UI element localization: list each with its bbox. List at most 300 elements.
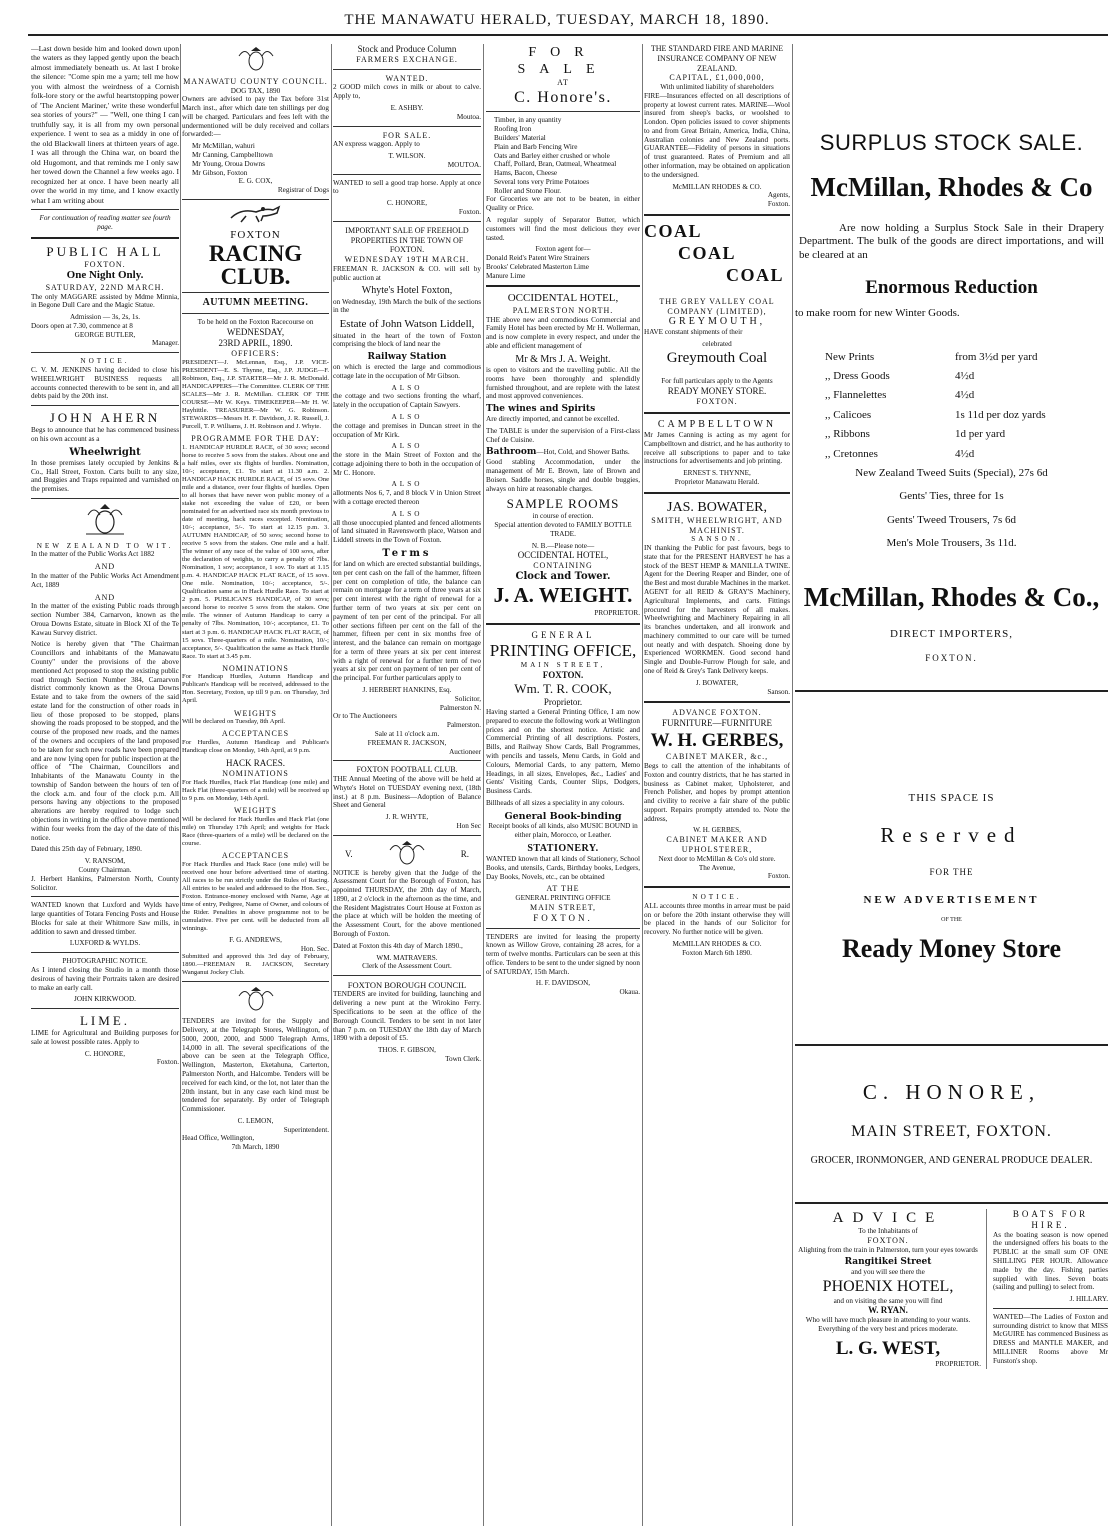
ryan-name: W. RYAN. bbox=[868, 1305, 908, 1316]
nb-hotel: OCCIDENTAL HOTEL, bbox=[517, 550, 609, 561]
divider bbox=[644, 701, 790, 703]
important-sale-body3: situated in the heart of the town of Foxton comprising the block of land near the bbox=[333, 331, 481, 349]
campbelltown-signed: ERNEST S. THYNNE, bbox=[683, 469, 751, 478]
willow-signed: H. F. DAVIDSON, bbox=[535, 979, 591, 988]
ladies-body: WANTED—The Ladies of Foxton and surrounding district to know that MISS McGUIRE has commenced Business as DRESS and MANTLE MAKER, and MILLINER Rooms above Mr Funston's shop. bbox=[993, 1312, 1108, 1365]
tender-date: 7th March, 1890 bbox=[231, 1143, 280, 1152]
ryan-body: Who will have much pleasure in attending to your wants. Everything of the very best and prices moderate. bbox=[805, 1316, 971, 1334]
reduction-title: Enormous Reduction bbox=[865, 276, 1038, 298]
racehorse-icon bbox=[182, 204, 329, 227]
special-note: Special attention devoted to FAMILY BOTTLE TRADE. bbox=[494, 521, 632, 538]
coal-town: GREYMOUTH, bbox=[668, 316, 766, 328]
stabling-body: Good stabling Accommodation, under the management of Mr E. Brown, late of Brown and Boisen. Saddle horses, single and double buggies, always on hire at reasonable charges. bbox=[486, 458, 640, 493]
officers-list: PRESIDENT—J. McLennan, Esq., J.P. VICE-PRESIDENT—E. S. Thynne, Esq., J.P. JUDGE—F. Robinson, Esq., J.P. STARTER—Mr J. R. McDonald. HANDICAPPERS—The Committee. CLERK OF THE SCALES—Mr J. R. McMillan. CLERK OF THE COURSE—Mr W. Keys. TIMEKEEPER—Mr H. W. Hayhittle. TREASURER—Mr W. G. Robinson. STEWARDS—Messrs H. F. Davidson, J. R. Russell, J. Purcell, T. P. Williams, J. H. Robinson and J. Whyte. bbox=[182, 358, 329, 430]
agent-title: Foxton agent for— bbox=[535, 245, 591, 254]
printing-body: Having started a General Printing Office, I am now prepared to execute the following work at Wellington prices and on the shortest notice. Artistic and Commercial Printing of all descriptions. Posters, Bills, and Railway Show Cards, Ball Programmes, with pencils and tassels, Menu Cards, in Gold and Colours, Memorial Cards, to any pattern, Memo Headings, in all sizes, Envelopes, &c., Ladies' and Gents' Visiting Cards, Counter Slips, Dodgers, Business Cards. bbox=[486, 708, 640, 796]
advance-trade: FURNITURE—FURNITURE bbox=[661, 718, 772, 729]
column-1 bbox=[31, 44, 179, 1526]
borough-body: TENDERS are invited for building, launching and delivering a new punt at the Wirokino Ferry. Specifications to be seen at the office of the Borough Council. Tenders to be sent in not later than 7 p.m. on TUESDAY the 18th day of March 1890 with a deposit of £5. bbox=[333, 990, 481, 1043]
hack-signed: F. G. ANDREWS, bbox=[229, 935, 282, 944]
terms-agent-place: Palmerston N. bbox=[439, 703, 481, 712]
firm-name: McMillan, Rhodes & Co bbox=[810, 171, 1093, 202]
also-body: the store in the Main Street of Foxton and the cottage adjoining there to both in the occupation of Mr C. Honore. bbox=[333, 451, 481, 477]
wines-body: Are directly imported, and cannot be excelled. bbox=[486, 415, 620, 424]
divider bbox=[31, 352, 179, 353]
divider bbox=[486, 285, 640, 287]
divider bbox=[31, 1008, 179, 1009]
divider bbox=[182, 981, 329, 982]
insurance-capital: CAPITAL, £1,000,000, bbox=[669, 73, 765, 83]
rms-name: Ready Money Store bbox=[841, 933, 1062, 963]
club-date: 23RD APRIL, 1890. bbox=[218, 338, 293, 349]
continuation-note: For continuation of reading matter see fourth page. bbox=[39, 214, 171, 232]
hall-date: SATURDAY, 22ND MARCH. bbox=[45, 282, 165, 292]
stationery-at: AT THE bbox=[546, 884, 580, 894]
insurance-title: THE STANDARD FIRE AND MARINE INSURANCE COMPANY OF NEW ZEALAND. bbox=[650, 44, 784, 73]
list-item: Chaff, Pollard, Bran, Oatmeal, Wheatmeal bbox=[494, 160, 617, 169]
dog-signed: E. G. COX, bbox=[238, 177, 273, 186]
column-5 bbox=[644, 44, 790, 1526]
boats-signed: J. HILLARY. bbox=[1069, 1295, 1108, 1304]
column-4 bbox=[486, 44, 640, 1526]
stock-column-sub: FARMERS EXCHANGE. bbox=[356, 54, 458, 64]
firm-place: FOXTON. bbox=[925, 652, 978, 663]
sale-place: MOUTOA. bbox=[447, 160, 481, 169]
nz-title: NEW ZEALAND TO WIT. bbox=[36, 541, 174, 550]
borough-title: FOXTON BOROUGH COUNCIL bbox=[347, 980, 467, 991]
hack-approved: Submitted and approved this 3rd day of February, 1890.—FREEMAN R. JACKSON, Secretary Wanganui Jockey Club. bbox=[182, 953, 329, 977]
printing-office-title: PRINTING OFFICE, bbox=[489, 640, 637, 660]
telegraph-tender-body: TENDERS are invited for the Supply and Delivery, at the Telegraph Stores, Wellington, of 5000, 2000, 2000, and 5000 Telegraph Arms, 14,000 in all. The several specifications of the above can be seen at the Telegraph Office, Wellington, Masterton, Eketahuna, Carterton, Palmerston North, and Halcombe. Tenders will be received for each kind, or the lot, not later than the 20th instant, but in any case each kind must be tendered for separately. By order of Telegraph Commissioner. bbox=[182, 1017, 329, 1114]
dog-agents-list bbox=[192, 142, 329, 177]
forsale-title: FOR SALE bbox=[517, 45, 609, 78]
divider bbox=[31, 952, 179, 953]
hotel-body: THE above new and commodious Commercial and Family Hotel has been erected by Mr H. Wollerman, and is now complete in every respect, and under the able and efficient management of bbox=[486, 315, 640, 350]
divider bbox=[644, 492, 790, 494]
bookbinding-title: General Book-binding bbox=[504, 810, 622, 822]
important-sale-estate: Estate of John Watson Liddell, bbox=[339, 318, 475, 331]
terms-agent: J. HERBERT HANKINS, Esq. bbox=[362, 686, 452, 695]
terms-sale-time: Sale at 11 o'clock a.m. bbox=[374, 729, 440, 738]
dog-title: DOG TAX, 1890 bbox=[230, 86, 281, 95]
hall-admission: Admission — 3s, 2s, 1s. bbox=[69, 313, 141, 322]
royal-crest-icon bbox=[182, 46, 329, 75]
divider bbox=[31, 896, 179, 897]
trap-place: Foxton. bbox=[458, 208, 481, 217]
bowater-signed: J. BOWATER, bbox=[695, 678, 739, 687]
divider bbox=[31, 498, 179, 499]
reserved-word: Reserved bbox=[880, 823, 1023, 848]
phoenix-name: PHOENIX HOTEL, bbox=[822, 1278, 954, 1296]
advice-visit: and on visiting the same you will find bbox=[833, 1296, 943, 1305]
printing-town: FOXTON. bbox=[542, 670, 584, 681]
nominations-title: NOMINATIONS bbox=[222, 663, 289, 673]
price-value: 4½d bbox=[955, 447, 975, 460]
of-the: OF THE bbox=[941, 917, 962, 924]
masthead bbox=[0, 0, 1114, 38]
hall-role: Manager. bbox=[152, 339, 179, 348]
printing-proprietor-name: Wm. T. R. COOK, bbox=[514, 681, 612, 697]
coal-place: FOXTON. bbox=[696, 397, 738, 407]
nz-solicitor: J. Herbert Hankins, Palmerston North, County Solicitor. bbox=[31, 874, 179, 892]
list-item: Brooks' Celebrated Masterton Lime bbox=[486, 262, 589, 271]
masthead-title: THE MANAWATU HERALD, TUESDAY, MARCH 18, 1890. bbox=[344, 12, 770, 28]
divider bbox=[31, 405, 179, 406]
list-item: Oats and Barley either crushed or whole bbox=[494, 151, 610, 160]
officers-title: OFFICERS: bbox=[231, 349, 280, 358]
winter-text: to make room for new Winter Goods. bbox=[795, 307, 960, 320]
hack-acceptances-title: ACCEPTANCES bbox=[221, 850, 290, 860]
insurance-signed: McMILLAN RHODES & CO. bbox=[672, 182, 762, 191]
column-rule bbox=[180, 44, 181, 1526]
list-item: Several tons very Prime Potatoes bbox=[494, 177, 590, 186]
coal-heading-1: COAL bbox=[644, 220, 703, 241]
price-row bbox=[825, 351, 1108, 364]
hack-title: HACK RACES. bbox=[225, 758, 285, 769]
price-list bbox=[795, 351, 1108, 461]
ahern-body2: In those premises lately occupied by Jenkins & Co., Hall Street, Foxton. Carts built to any size, and Buggies and Traps repainted and varnished on the premises. bbox=[31, 458, 179, 494]
boats-body: As the boating season is now opened the undersigned offers his boats to the PUBLIC at the small sum OF ONE SHILLING PER HOUR. Allowance made by the day. Fishing parties supplied with lines. Seven boats (sailing and pulling) to select from. bbox=[993, 1230, 1108, 1292]
importers-line: DIRECT IMPORTERS, bbox=[889, 627, 1014, 640]
stationery-title: STATIONERY. bbox=[527, 842, 599, 854]
divider bbox=[333, 69, 481, 70]
separator-note: A regular supply of Separator Butter, which customers will find the most delicious they ever tasted. bbox=[486, 216, 640, 242]
hall-night: One Night Only. bbox=[66, 269, 144, 282]
price-item: ,, Ribbons bbox=[825, 428, 870, 441]
stationery-body: WANTED known that all kinds of Stationery, School Books, and utensils, Cards, Birthday books, Ledgers, Day Books, Novels, etc., can be obtained bbox=[486, 854, 640, 881]
gerbes-trade-2: CABINET MAKER AND UPHOLSTERER, bbox=[666, 835, 768, 854]
advice-to: To the Inhabitants of bbox=[858, 1226, 918, 1235]
photo-signed: JOHN KIRKWOOD. bbox=[74, 995, 136, 1004]
weights-title: WEIGHTS bbox=[234, 708, 277, 718]
terms-signed: FREEMAN R. JACKSON, bbox=[367, 738, 447, 747]
notice-title: NOTICE. bbox=[692, 893, 742, 902]
hack-weights-body: Will be declared for Hack Hurdles and Hack Flat (one mile) on Thursday 17th April; and weights for Hack Race (three-quarters of a mile) will be declared on the course. bbox=[182, 815, 329, 847]
price-value: 1d per yard bbox=[955, 428, 1006, 441]
tender-role: Superintendent. bbox=[283, 1125, 329, 1134]
divider bbox=[333, 221, 481, 222]
photo-body: As I intend closing the Studio in a month those desirous of having their Portraits taken are desired to make an early call. bbox=[31, 965, 179, 992]
west-role: PROPRIETOR. bbox=[935, 1360, 981, 1369]
divider bbox=[333, 760, 481, 761]
also-label: ALSO bbox=[391, 509, 423, 518]
important-sale-body: FREEMAN R. JACKSON & CO. will sell by public auction at bbox=[333, 264, 481, 282]
printing-general: GENERAL bbox=[531, 629, 595, 640]
assessment-role: Clerk of the Assessment Court. bbox=[362, 962, 452, 971]
coal-heading-2: COAL bbox=[678, 242, 737, 263]
gerbes-body: Begs to call the attention of the inhabitants of Foxton and country districts, that he has started in business as Cabinet maker, Upholsterer, and French Polisher, and hopes by prompt attention and civility to receive a fair share of the public support. Repairs promptly attended to. Note the address, bbox=[644, 762, 790, 823]
royal-crest-icon bbox=[182, 986, 329, 1015]
honore-trade: GROCER, IRONMONGER, AND GENERAL PRODUCE DEALER. bbox=[810, 1155, 1093, 1167]
important-sale-body2: on Wednesday, 19th March the bulk of the sections in the bbox=[333, 297, 481, 315]
weight-name: J. A. WEIGHT. bbox=[493, 583, 633, 608]
bottom-ads-row bbox=[795, 1209, 1108, 1369]
divider bbox=[333, 174, 481, 175]
also-body: the cottage and premises in Duncan street in the occupation of Mr Kirk. bbox=[333, 421, 481, 439]
sale-name: T. WILSON. bbox=[388, 152, 426, 161]
also-label: ALSO bbox=[391, 412, 423, 421]
new-adv: NEW ADVERTISEMENT bbox=[863, 893, 1040, 906]
weights-body: Will be declared on Tuesday, 8th April. bbox=[182, 718, 286, 726]
column-rule bbox=[331, 44, 332, 1526]
also-label: ALSO bbox=[391, 383, 423, 392]
nz-matter-3: In the matter of the existing Public roads through section Number 384, Carnarvon, known as the Oroua Downs Estate, situate in Block XI of the Te Kawau Survey district. bbox=[31, 602, 179, 637]
list-item: Timber, in any quantity bbox=[494, 116, 562, 125]
weight-role: PROPRIETOR. bbox=[594, 608, 640, 617]
list-item: Hams, Bacon, Cheese bbox=[494, 169, 558, 178]
luxford-body: WANTED known that Luxford and Wylds have large quantities of Totara Fencing Posts and House Blocks for sale at their Whitmore Saw mills, in addition to sawn and dressed timber. bbox=[31, 901, 179, 936]
notice-title: NOTICE. bbox=[80, 357, 130, 366]
lime-place: Foxton. bbox=[156, 1058, 179, 1067]
football-signed: J. R. WHYTE, bbox=[385, 813, 429, 822]
price-row bbox=[825, 370, 1108, 383]
hotel-title: OCCIDENTAL HOTEL, bbox=[507, 292, 619, 305]
honore-name: C. HONORE, bbox=[862, 1080, 1041, 1105]
list-item: Mr McMillan, wahuri bbox=[192, 142, 255, 151]
nz-matter-2: In the matter of the Public Works Act Amendment Act, 1889 bbox=[31, 571, 179, 589]
club-held: To be held on the Foxton Racecourse on bbox=[197, 318, 314, 327]
important-sale-hotel: Whyte's Hotel Foxton, bbox=[361, 285, 453, 297]
divider bbox=[486, 928, 640, 929]
hall-title: PUBLIC HALL bbox=[46, 243, 164, 259]
wines-title: The wines and Spirits bbox=[486, 404, 596, 415]
printing-street: MAIN STREET, bbox=[520, 661, 606, 670]
railway-body: on which is erected the large and commodious cottage late in the occupation of Mr Gibson. bbox=[333, 363, 481, 380]
nz-role: County Chairman. bbox=[78, 865, 132, 874]
assessment-body: NOTICE is hereby given that the Judge of the Assessment Court for the Borough of Foxton, has appointed THURSDAY, the 20th day of March, 1890, at 2 o'clock in the afternoon as the time, and the Resident Magistrates Court House at Foxton as the place at which will be holden the meeting of the Assessment Court, for the above mentioned Borough of Foxton. bbox=[333, 868, 481, 938]
list-item: Plain and Barb Fencing Wire bbox=[494, 142, 578, 151]
divider bbox=[182, 199, 329, 200]
wanted-place: Moutoa. bbox=[456, 112, 481, 121]
column-3 bbox=[333, 44, 481, 1526]
serial-story-text: —Last down beside him and looked down upon the waters as they lapped gently upon the beach almost immediately beneath us. At last I broke the silence: "Come spin me a yarn; tell me how you with almost the weirdness of a Cornish folk-lore story or the awful heartstopping power of 'The Ancient Mariner,' write these wonderful sea stories of yours?" — "Well, one thing I can truthfully say, it is all from my own personal experience. I went to sea as a middy in one of the old Blackwall liners at thirteen years of age. I was all through the China war, on board the old Hugomont, and that reminds me I only saw her towed down the Channel a few weeks ago. I recognized her at once. I have been nearly all over the world in my time, and I know exactly what I am writing about bbox=[31, 44, 179, 205]
hall-place: FOXTON. bbox=[84, 259, 126, 269]
lime-body: LIME for Agricultural and Building purposes for sale at lowest possible rates. Apply to bbox=[31, 1028, 179, 1046]
ahern-title: JOHN AHERN bbox=[49, 410, 161, 426]
clock-tower: Clock and Tower. bbox=[515, 571, 611, 583]
moleskin-line: Men's Mole Trousers, 3s 11d. bbox=[886, 537, 1017, 550]
divider bbox=[795, 1044, 1108, 1046]
column-rule bbox=[483, 44, 484, 1526]
insurance-liability: With unlimited liability of shareholders bbox=[660, 83, 774, 91]
acceptances-title: ACCEPTANCES bbox=[221, 729, 290, 739]
list-item: Mr Gibson, Foxton bbox=[192, 168, 248, 177]
price-value: 1s 11d per doz yards bbox=[955, 408, 1046, 421]
honore-street: MAIN STREET, FOXTON. bbox=[851, 1122, 1052, 1140]
advance-title: ADVANCE FOXTON. bbox=[672, 708, 762, 718]
goods-list bbox=[494, 116, 640, 195]
hack-weights-title: WEIGHTS bbox=[234, 805, 277, 815]
forsale-at: AT bbox=[557, 78, 569, 88]
hall-doors: Doors open at 7.30, commence at 8 bbox=[31, 321, 133, 330]
terms-role: Auctioneer bbox=[449, 747, 481, 756]
divider bbox=[31, 209, 179, 210]
surplus-title: SURPLUS STOCK SALE. bbox=[819, 130, 1084, 155]
important-sale-title: IMPORTANT SALE OF FREEHOLD PROPERTIES IN THE TOWN OF FOXTON. bbox=[345, 225, 469, 255]
ahern-body: Begs to announce that he has commenced business on his own account as a bbox=[31, 426, 179, 443]
hack-role: Hon. Sec. bbox=[300, 944, 329, 953]
stationery-office: GENERAL PRINTING OFFICE bbox=[515, 894, 611, 903]
advice-ad bbox=[795, 1209, 987, 1369]
printing-proprietor-role: Proprietor. bbox=[543, 697, 583, 708]
price-row bbox=[825, 428, 1108, 441]
price-value: 4½d bbox=[955, 369, 975, 382]
coal-name: Greymouth Coal bbox=[666, 350, 768, 367]
vr-left: V. bbox=[345, 848, 353, 859]
divider bbox=[31, 237, 179, 239]
table-note: The TABLE is under the supervision of a First-class Chef de Cuisine. bbox=[486, 426, 640, 444]
price-value: 4½d bbox=[955, 389, 975, 402]
stationery-street: MAIN STREET, bbox=[529, 902, 597, 912]
firm-name-2: McMillan, Rhodes & Co., bbox=[803, 581, 1100, 612]
boats-title: BOATS FOR HIRE. bbox=[1012, 1208, 1089, 1230]
willow-body: TENDERS are invited for leasing the property known as Willow Grove, containing 28 acres, for a term of twelve months. Particulars can be seen at this office. Tenders to be sent to the under signed by noon of SATURDAY, 15th March. bbox=[486, 932, 640, 976]
divider bbox=[795, 1202, 1108, 1204]
also-body: the cottage and two sections fronting the wharf, lately in the occupation of Captain Sawyers. bbox=[333, 392, 481, 410]
advice-see: and you will see there the bbox=[851, 1268, 925, 1277]
advice-street: Rangitikei Street bbox=[844, 1257, 932, 1268]
campbelltown-body: Mr James Canning is acting as my agent for Campbelltown and district, and he has authority to receive all subscriptions to paper and to take instructions for advertisements and job printing. bbox=[644, 431, 790, 466]
club-meeting: AUTUMN MEETING. bbox=[202, 297, 309, 309]
for-the: FOR THE bbox=[929, 866, 974, 877]
divider bbox=[644, 412, 790, 414]
lime-signed: C. HONORE, bbox=[84, 1049, 126, 1058]
nominations-body: For Handicap Hurdles, Autumn Handicap and Publican's Handicap will be received, addressed to the Hon. Secretary, Foxton, up till 9 p.m. on Thursday, 3rd April. bbox=[182, 673, 329, 705]
football-title: FOXTON FOOTBALL CLUB. bbox=[356, 765, 458, 775]
wanted-body: 2 GOOD milch cows in milk or about to calve. Apply to, bbox=[333, 83, 481, 101]
wanted-name: E. ASHBY. bbox=[390, 104, 424, 113]
spacer bbox=[795, 44, 1108, 130]
lime-title: LIME. bbox=[79, 1013, 131, 1029]
nb-note: N. B.—Please note— bbox=[531, 541, 595, 550]
also-label: ALSO bbox=[391, 442, 423, 451]
stationery-town: FOXTON. bbox=[533, 912, 593, 923]
county-title: MANAWATU COUNTY COUNCIL. bbox=[183, 76, 328, 86]
also-body: allotments Nos 6, 7, and 8 block V in Union Street with a cottage erected thereon bbox=[333, 489, 481, 506]
price-row bbox=[825, 389, 1108, 402]
sample-note: in course of erection. bbox=[532, 512, 594, 521]
vr-crest-row bbox=[333, 840, 481, 869]
price-row bbox=[825, 448, 1108, 461]
divider bbox=[333, 975, 481, 976]
tender-office: Head Office, Wellington, bbox=[182, 1134, 255, 1143]
list-item: Roofing Iron bbox=[494, 125, 532, 134]
list-item: Manure Lime bbox=[486, 271, 526, 280]
hall-signed: GEORGE BUTLER, bbox=[74, 330, 136, 339]
terms-body: for land on which are erected substantial buildings, ten per cent cash on the fall of the hammer, fifteen per cent on completion of title, the balance can remain on mortgage for a term of three years at six per cent interest with the right of renewal for a further term of two years at six per cent on payment of ten per cent of the principal. For all other sections fifteen per cent on the fall of the hammer, fifteen per cent in six months free of interest, and the balance can remain on mortgage for a term of three years at six per cent interest with a right of renewal for a further term of two years at six per cent on payment of ten per cent of the principal. For further particulars apply to bbox=[333, 560, 481, 683]
column-rule bbox=[792, 44, 793, 1526]
masthead-rule bbox=[28, 34, 1108, 36]
list-item: Roller and Stone Flour. bbox=[494, 186, 562, 195]
notice-date: Foxton March 6th 1890. bbox=[682, 948, 752, 957]
west-name: L. G. WEST, bbox=[835, 1337, 941, 1359]
terms-or-place: Palmerston. bbox=[446, 721, 481, 730]
bathroom-note: —Hot, Cold, and Shower Baths. bbox=[536, 448, 630, 457]
list-item: Mr Young, Oroua Downs bbox=[192, 159, 265, 168]
dog-body: Owners are advised to pay the Tax before 31st March inst., after which date ten shillings per dog will be charged. Particulars and fees left with the undermentioned will be duly received and collars forwarded:— bbox=[182, 95, 329, 139]
divider bbox=[182, 292, 329, 293]
list-item: Donald Reid's Patent Wire Strainers bbox=[486, 254, 590, 263]
boats-ad bbox=[993, 1209, 1108, 1369]
terms-or: Or to The Auctioneers bbox=[333, 712, 397, 721]
trousers-line: Gents' Tweed Trousers, 7s 6d bbox=[886, 513, 1017, 526]
hotel-place: PALMERSTON NORTH. bbox=[512, 305, 614, 315]
nz-body: Notice is hereby given that "The Chairman Councillors and inhabitants of the Manawatu County" under the provisions of the above mentioned Act proposed to stop the existing public road through Section Number 384, Carnarvon district commonly known as the Oroua Downs Estate and to take from the owners of the said estate land for the construction of other roads in lieu of those proposed to be stopped, plans showing the roads proposed to be stopped, and the course of the proposed new roads, and the names of the owners and occupiers of the land proposed to be taken for such new roads have been prepared and are now lying open for public inspection at the office of "The Chairman, Councillors and Inhabitants of the Manawatu County in the township of Sandon between the hours of ten of the clock a.m. and four of the clock p.m. All persons having any objections to the proposed alterations are hereby required to lodge such objections in writing in the office above mentioned within four weeks from the day of the date of this notice. bbox=[31, 640, 179, 842]
hotel-body2: is open to visitors and the travelling public. All the rooms have been thoroughly and splendidly furnished throughout, and are replete with the latest and most approved conveniences. bbox=[486, 365, 640, 401]
important-sale-date: WEDNESDAY 19TH MARCH. bbox=[344, 255, 470, 265]
insurance-role: Agents, bbox=[767, 191, 790, 200]
gerbes-address: Next door to McMillan & Co's old store. bbox=[658, 854, 776, 863]
vr-right: R. bbox=[460, 848, 469, 859]
photo-title: PHOTOGRAPHIC NOTICE. bbox=[62, 957, 148, 966]
holding-text: Are now holding a Surplus Stock Sale in their Drapery Department. The bulk of the goods are direct importations, and will be cleared at an bbox=[799, 221, 1104, 261]
advice-title: ADVICE bbox=[832, 1209, 944, 1226]
bathroom-title: Bathroom bbox=[486, 447, 537, 458]
bookbinding-body: Receipt books of all kinds, also MUSIC BOUND in either plain, Morocco, or Leather. bbox=[488, 822, 638, 839]
advice-body: Alighting from the train in Palmerston, turn your eyes towards bbox=[798, 1245, 978, 1254]
trap-name: C. HONORE, bbox=[386, 199, 428, 208]
gerbes-avenue: The Avenue, bbox=[698, 863, 736, 872]
price-item: ,, Dress Goods bbox=[825, 369, 890, 382]
hack-nominations-title: NOMINATIONS bbox=[222, 769, 289, 779]
hack-acceptances-body: For Hack Hurdles and Hack Race (one mile) will be received one hour before advertised time of starting. All races to be run strictly under the Rules of Racing. All entries to be sealed and addressed to the Hon. Sec., Foxton. Entrance-money enclosed with Name, Age at time of entry, Pedigree, Name of Owner, and colours of the Rider. Penalties in above programme not to be cumulative. Five per cent. will be deducted from all winnings. bbox=[182, 860, 329, 932]
list-item: Builders' Material bbox=[494, 133, 546, 142]
sale-title: FOR SALE. bbox=[382, 130, 432, 140]
campbelltown-title: CAMPBELLTOWN bbox=[657, 418, 777, 430]
agent-list bbox=[486, 254, 640, 280]
coal-celebrated: celebrated bbox=[702, 340, 732, 349]
coal-agents: READY MONEY STORE. bbox=[667, 386, 767, 397]
column-2 bbox=[182, 44, 329, 1526]
club-title: RACING CLUB. bbox=[208, 241, 303, 290]
sample-rooms: SAMPLE ROOMS bbox=[506, 496, 620, 512]
column-6 bbox=[795, 44, 1108, 1526]
divider bbox=[333, 126, 481, 127]
gerbes-role: CABINET MAKER, &c., bbox=[665, 752, 769, 762]
wanted-title: WANTED. bbox=[385, 73, 429, 83]
borough-role: Town Clerk. bbox=[445, 1054, 481, 1063]
tweed-line: New Zealand Tweed Suits (Special), 27s 6d bbox=[855, 467, 1048, 479]
price-item: ,, Flannelettes bbox=[825, 389, 887, 402]
trap-body: WANTED to sell a good trap horse. Apply at once to bbox=[333, 178, 481, 196]
also-label: ALSO bbox=[391, 480, 423, 489]
terms-title: Terms bbox=[382, 547, 432, 559]
hotel-owner: Mr & Mrs J. A. Weight. bbox=[515, 353, 611, 365]
willow-place: Okaua. bbox=[619, 988, 640, 997]
football-role: Hon Sec bbox=[456, 821, 481, 830]
sale-body: AN express waggon. Apply to bbox=[333, 140, 420, 149]
groceries-note: For Groceries we are not to be beaten, in either Quality or Price. bbox=[486, 195, 640, 213]
nz-and-1: AND bbox=[94, 562, 116, 572]
insurance-body: FIRE—Insurances effected on all descriptions of property at lowest current rates. MARINE—Wool insured from sheep's backs, or woolshed to London. Open policies issued to cover shipments to and from Great Britain, America, India, China, Australian colonies and New Zealand ports. GUARANTEE—Fidelity of persons in situations of trust guaranteed. Rates of Premium and all other information, may be obtained on application to the undersigned. bbox=[644, 91, 790, 179]
billheads-note: Billheads of all sizes a speciality in any colours. bbox=[486, 798, 625, 807]
insurance-place: Foxton. bbox=[767, 200, 790, 209]
price-item: New Prints bbox=[825, 350, 875, 363]
notice-body: ALL accounts three months in arrear must be paid on or before the 20th instant otherwise they will be placed in the hands of our Solicitor for recovery. No further notice will be given. bbox=[644, 901, 790, 937]
divider bbox=[486, 111, 640, 112]
assessment-dated: Dated at Foxton this 4th day of March 1890., bbox=[333, 941, 463, 950]
divider bbox=[644, 886, 790, 888]
ahern-trade: Wheelwright bbox=[69, 446, 141, 458]
advice-town: FOXTON. bbox=[867, 1235, 909, 1245]
divider bbox=[486, 623, 640, 625]
club-day: WEDNESDAY, bbox=[226, 327, 285, 338]
stock-column-head: Stock and Produce Column bbox=[357, 44, 457, 54]
notice-signed: McMILLAN RHODES & CO. bbox=[672, 940, 762, 948]
coal-apply: For full particulars apply to the Agents bbox=[661, 377, 773, 386]
bowater-trade: SMITH, WHEELWRIGHT, AND MACHINIST. bbox=[651, 515, 783, 535]
honore-name: C. Honore's. bbox=[514, 88, 612, 106]
